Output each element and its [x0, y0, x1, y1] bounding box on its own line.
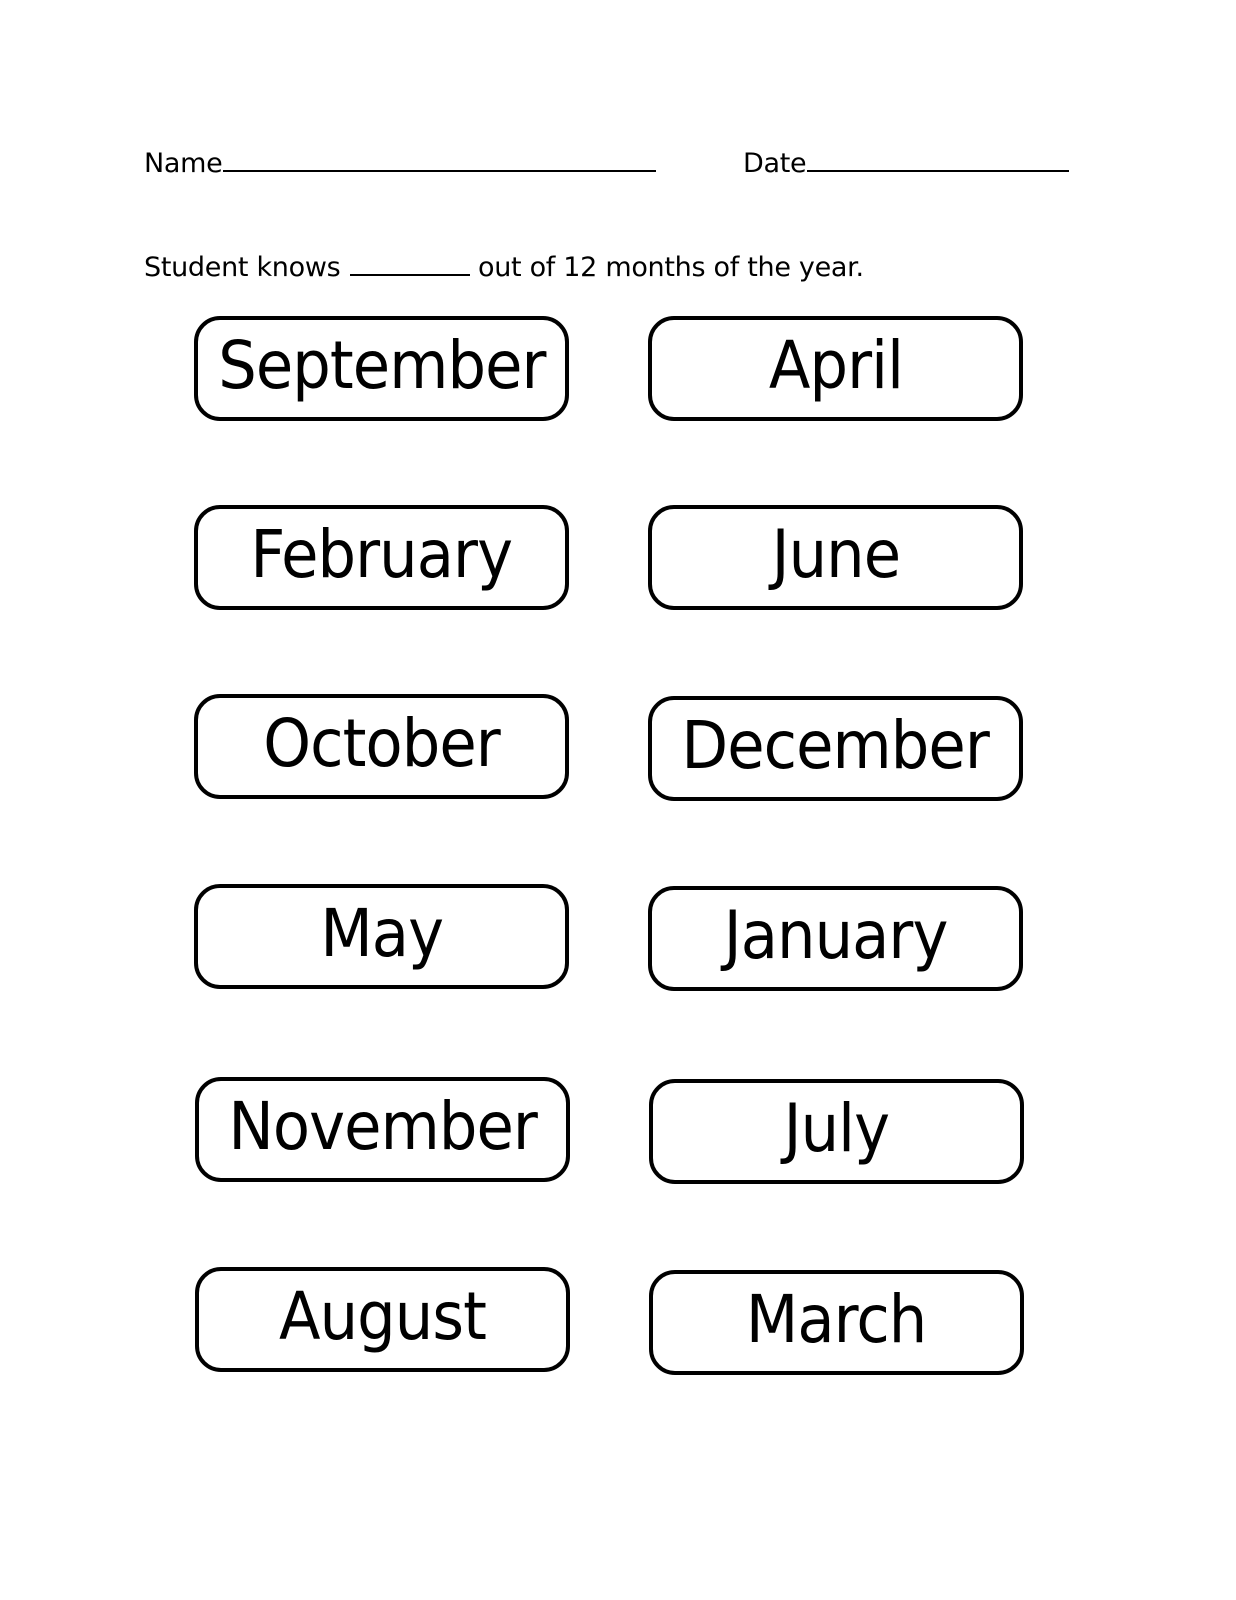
month-card — [648, 886, 1023, 991]
name-label: Name — [144, 148, 223, 179]
month-label: January — [723, 896, 948, 974]
month-card — [648, 316, 1023, 421]
instruction-suffix: out of 12 months of the year. — [477, 252, 864, 283]
month-card — [195, 1267, 570, 1372]
month-card — [194, 694, 569, 799]
month-label: October — [263, 704, 500, 782]
month-label: December — [681, 706, 990, 784]
score-blank[interactable] — [350, 273, 470, 276]
date-field[interactable] — [743, 150, 1069, 177]
month-label: November — [228, 1087, 537, 1165]
month-card — [648, 505, 1023, 610]
month-label: May — [320, 894, 443, 972]
month-card — [194, 884, 569, 989]
month-label: February — [250, 515, 513, 593]
month-card — [649, 1270, 1024, 1375]
month-label: August — [279, 1277, 486, 1355]
name-field[interactable] — [144, 150, 656, 177]
score-instruction — [144, 254, 864, 281]
month-card — [194, 505, 569, 610]
month-label: June — [771, 515, 900, 593]
name-blank[interactable] — [223, 169, 656, 172]
date-blank[interactable] — [807, 169, 1069, 172]
month-label: April — [768, 326, 903, 404]
month-card — [194, 316, 569, 421]
month-label: July — [783, 1089, 890, 1167]
month-label: September — [217, 326, 546, 404]
date-label: Date — [743, 148, 807, 179]
month-label: March — [746, 1280, 927, 1358]
month-card — [649, 1079, 1024, 1184]
instruction-prefix: Student knows — [144, 252, 341, 283]
month-card — [648, 696, 1023, 801]
month-card — [195, 1077, 570, 1182]
